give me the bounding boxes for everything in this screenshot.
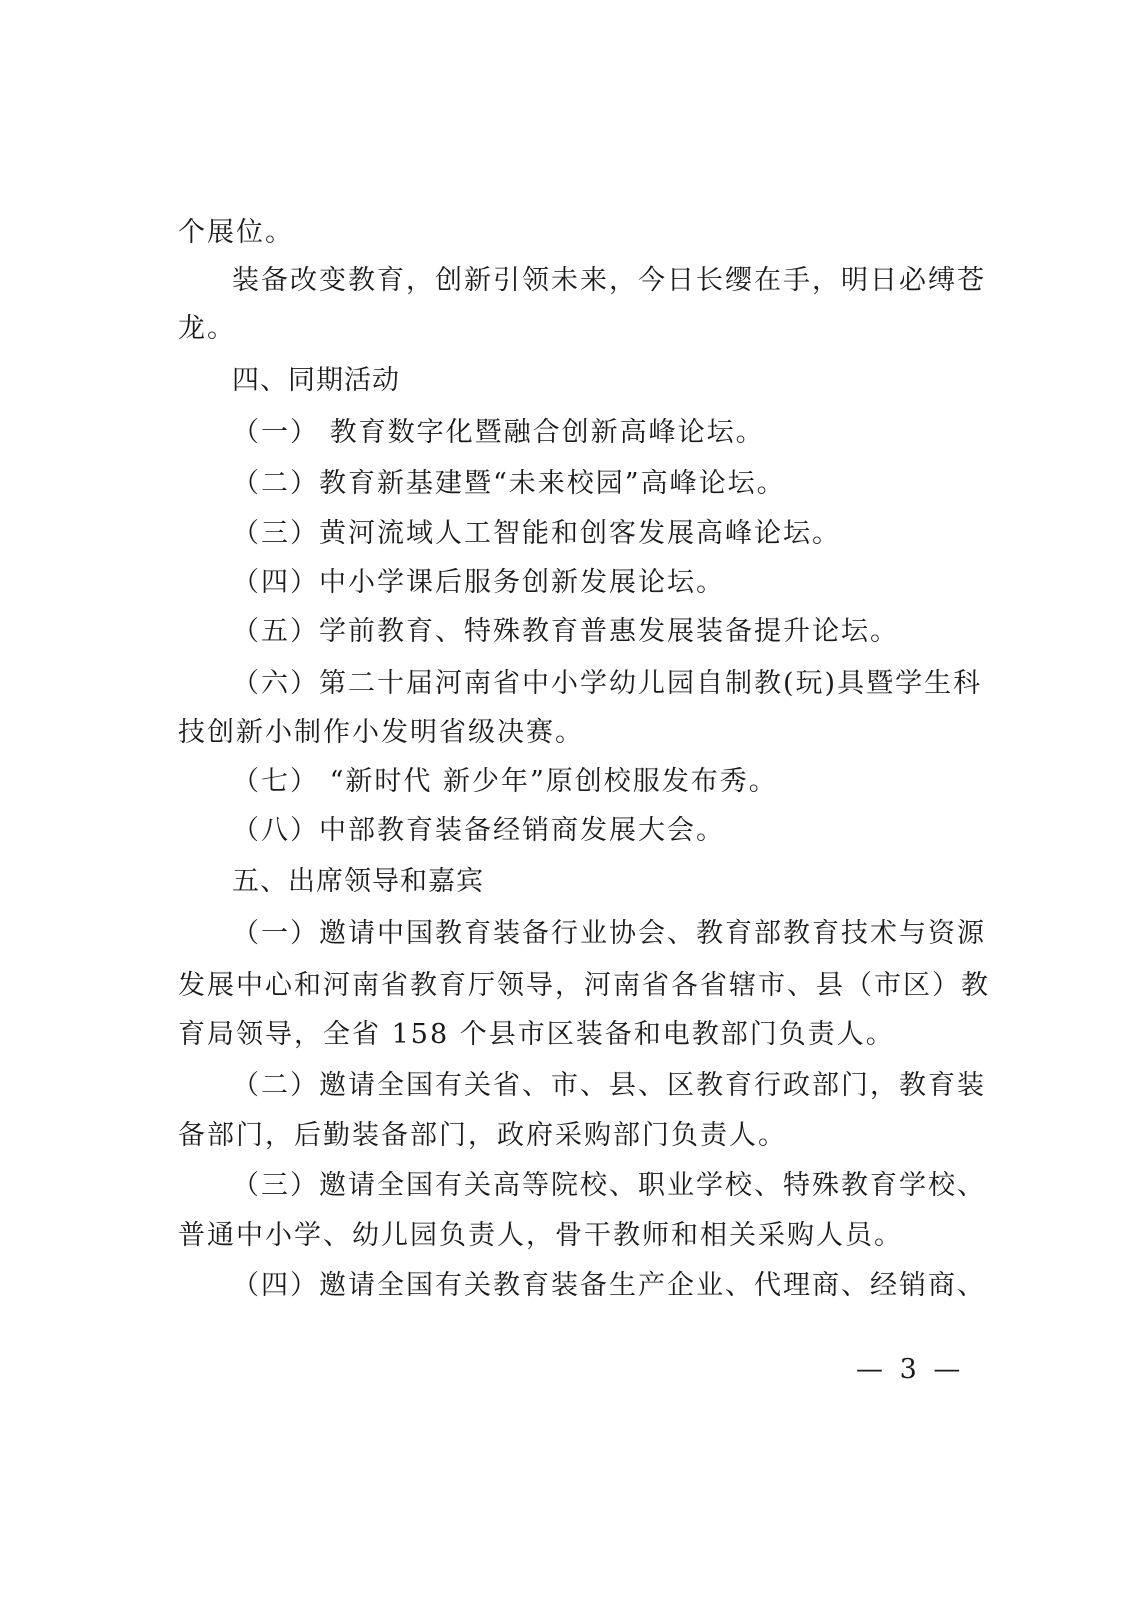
activity-item-1: （一） 教育数字化暨融合创新高峰论坛。 <box>232 417 765 448</box>
guest-item-2: （二）邀请全国有关省、市、县、区教育行政部门，教育装 <box>232 1070 986 1101</box>
guest-item-1: （一）邀请中国教育装备行业协会、教育部教育技术与资源 <box>232 918 986 949</box>
section-heading-leaders-guests: 五、出席领导和嘉宾 <box>232 866 484 897</box>
guest-item-3: （三）邀请全国有关高等院校、职业学校、特殊教育学校、 <box>232 1170 986 1201</box>
paragraph-line-2: 装备改变教育，创新引领未来，今日长缨在手，明日必缚苍 <box>232 265 986 296</box>
activity-item-6-continuation: 技创新小制作小发明省级决赛。 <box>178 717 584 748</box>
guest-item-2-continuation: 备部门，后勤装备部门，政府采购部门负责人。 <box>178 1120 787 1151</box>
activity-item-8: （八）中部教育装备经销商发展大会。 <box>232 815 725 846</box>
activity-item-5: （五）学前教育、特殊教育普惠发展装备提升论坛。 <box>232 616 899 647</box>
page-number: — 3 — <box>856 1354 965 1385</box>
activity-item-6: （六）第二十届河南省中小学幼儿园自制教(玩)具暨学生科 <box>232 668 983 699</box>
guest-item-1-continuation-2: 育局领导，全省 158 个县市区装备和电教部门负责人。 <box>178 1019 895 1050</box>
activity-item-7: （七） “新时代 新少年”原创校服发布秀。 <box>232 766 778 797</box>
section-heading-concurrent-activities: 四、同期活动 <box>232 365 400 396</box>
guest-item-4: （四）邀请全国有关教育装备生产企业、代理商、经销商、 <box>232 1270 986 1301</box>
guest-item-3-continuation: 普通中小学、幼儿园负责人，骨干教师和相关采购人员。 <box>178 1220 903 1251</box>
activity-item-4: （四）中小学课后服务创新发展论坛。 <box>232 567 725 598</box>
activity-item-3: （三）黄河流域人工智能和创客发展高峰论坛。 <box>232 518 841 549</box>
guest-item-1-continuation-1: 发展中心和河南省教育厅领导，河南省各省辖市、县（市区）教 <box>178 970 990 1001</box>
paragraph-line-1: 个展位。 <box>178 217 294 248</box>
paragraph-line-3: 龙。 <box>178 313 236 344</box>
activity-item-2: （二）教育新基建暨“未来校园”高峰论坛。 <box>232 468 786 499</box>
